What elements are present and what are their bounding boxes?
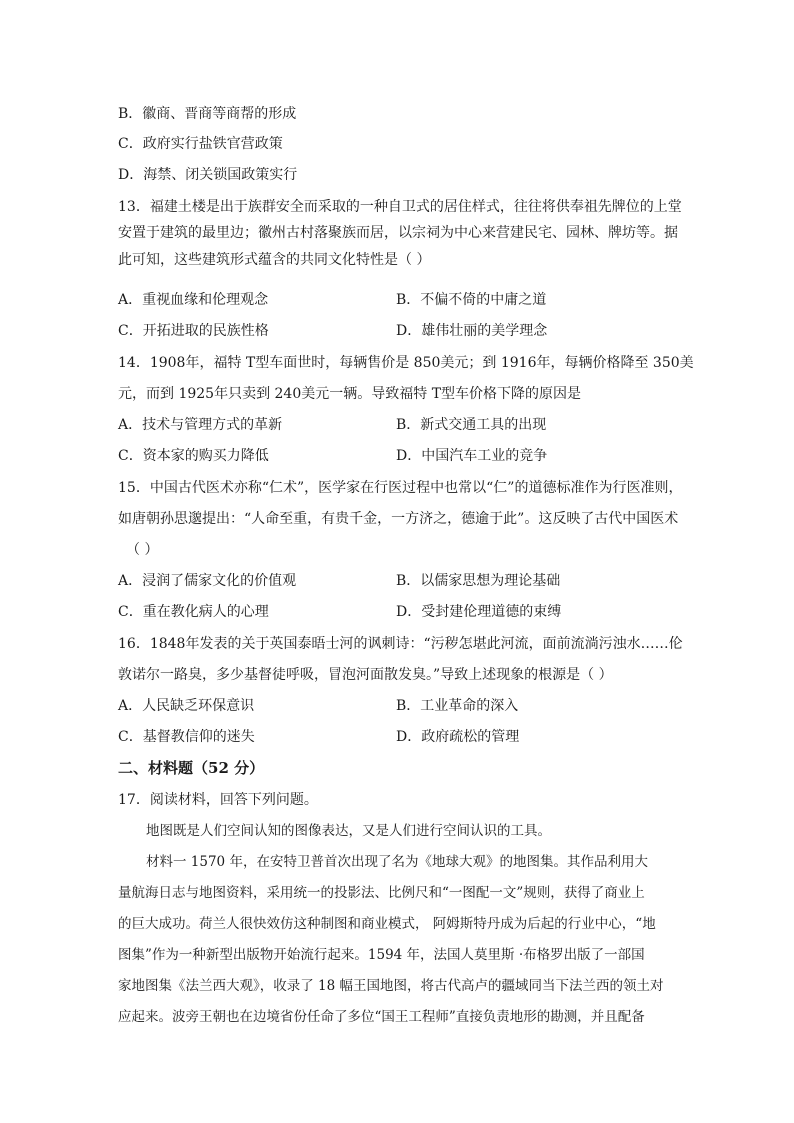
material-line-6: 家地图集《法兰西大观》，收录了 18 幅王国地图，将古代高卢的疆域同当下法兰西的领土对	[118, 978, 664, 994]
q15-option-a: A．浸润了儒家文化的价值观	[118, 573, 297, 589]
q13-option-b: B．不偏不倚的中庸之道	[396, 292, 547, 308]
material-line-4: 的巨大成功。荷兰人很快效仿这种制图和商业模式， 阿姆斯特丹成为后起的行业中心，“地	[118, 916, 656, 932]
q17-stem: 17．阅读材料，回答下列问题。	[118, 792, 318, 808]
q14-stem-line-1: 14．1908年，福特 T型车面世时，每辆售价是 850美元；到 1916年，每辆价格降至 350美	[118, 355, 694, 371]
q13-stem-line-2: 安置于建筑的最里边；徽州古村落聚族而居，以宗祠为中心来营建民宅、园林、牌坊等。据	[118, 225, 678, 241]
q15-option-b: B．以儒家思想为理论基础	[396, 573, 561, 589]
q14-stem-line-2: 元，而到 1925年只卖到 240美元一辆。导致福特 T型车价格下降的原因是	[118, 386, 582, 402]
material-line-2: 材料一 1570 年，在安特卫普首次出现了名为《地球大观》的地图集。其作品利用大	[146, 854, 648, 870]
material-line-7: 应起来。波旁王朝也在边境省份任命了多位“国王工程师”直接负责地形的勘测，并且配备	[118, 1009, 645, 1025]
q12-option-d: D．海禁、闭关锁国政策实行	[118, 167, 298, 183]
q12-option-b: B．徽商、晋商等商帮的形成	[118, 106, 297, 122]
material-line-3: 量航海日志与地图资料，采用统一的投影法、比例尺和“一图配一文”规则，获得了商业上	[118, 885, 645, 901]
q14-option-c: C．资本家的购买力降低	[118, 448, 269, 464]
q15-option-c: C．重在教化病人的心理	[118, 604, 269, 620]
q13-stem-line-1: 13．福建土楼是出于族群安全而采取的一种自卫式的居住样式，往往将供奉祖先牌位的上堂	[118, 199, 682, 215]
q15-option-d: D．受封建伦理道德的束缚	[396, 604, 562, 620]
q16-stem-line-1: 16．1848年发表的关于英国泰晤士河的讽刺诗：“污秽怎堪此河流，面前流淌污浊水……伦	[118, 636, 683, 652]
q14-option-b: B．新式交通工具的出现	[396, 417, 547, 433]
q13-option-a: A．重视血缘和伦理观念	[118, 292, 269, 308]
q16-option-c: C．基督教信仰的迷失	[118, 729, 255, 745]
q16-option-b: B．工业革命的深入	[396, 698, 519, 714]
q13-stem-line-3: 此可知，这些建筑形式蕴含的共同文化特性是（ ）	[118, 252, 431, 268]
q14-option-a: A．技术与管理方式的革新	[118, 417, 283, 433]
q13-option-c: C．开拓进取的民族性格	[118, 323, 269, 339]
q16-stem-line-2: 敦诺尔一路臭，多少基督徒呼吸，冒泡河面散发臭。”导致上述现象的根源是（ ）	[118, 667, 613, 683]
q14-option-d: D．中国汽车工业的竞争	[396, 448, 548, 464]
material-line-1: 地图既是人们空间认知的图像表达，又是人们进行空间认识的工具。	[146, 823, 551, 839]
q12-option-c: C．政府实行盐铁官营政策	[118, 136, 283, 152]
material-line-5: 图集”作为一种新型出版物开始流行起来。1594 年，法国人莫里斯 ·布格罗出版了一部国	[118, 947, 645, 963]
q15-stem-line-2: 如唐朝孙思邈提出：“人命至重，有贵千金，一方济之，德逾于此”。这反映了古代中国医术	[118, 511, 679, 527]
section-heading: 二、材料题（52 分）	[118, 759, 265, 777]
q16-option-a: A．人民缺乏环保意识	[118, 698, 255, 714]
q15-stem-line-3: （ ）	[126, 542, 159, 558]
q16-option-d: D．政府疏松的管理	[396, 729, 520, 745]
q15-stem-line-1: 15．中国古代医术亦称“仁术”，医学家在行医过程中也常以“仁”的道德标准作为行医准则，	[118, 480, 683, 496]
q13-option-d: D．雄伟壮丽的美学理念	[396, 323, 548, 339]
